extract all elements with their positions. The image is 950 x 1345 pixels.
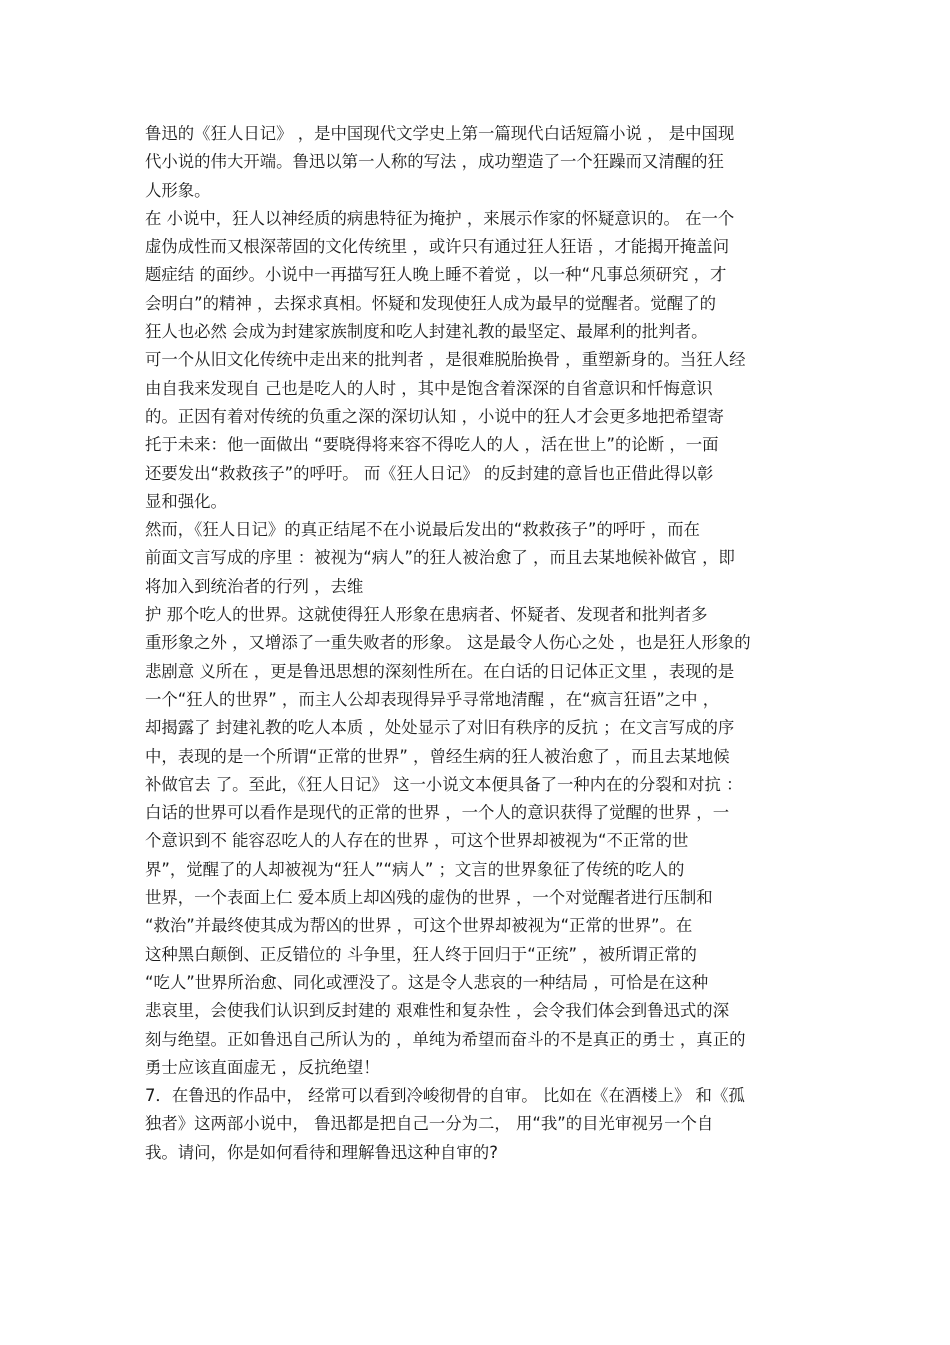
text-line: 托于未来：他一面做出 “要晓得将来容不得吃人的人 ，活在世上”的论断 ，一面: [145, 435, 719, 455]
text-line: 护 那个吃人的世界。这就使得狂人形象在患病者、怀疑者、发现者和批判者多: [145, 605, 708, 625]
text-line: 虚伪成性而又根深蒂固的文化传统里 ，或许只有通过狂人狂语 ，才能揭开掩盖问: [145, 237, 730, 257]
text-line: 狂人也必然 会成为封建家族制度和吃人封建礼教的最坚定、最犀利的批判者。: [145, 322, 708, 342]
text-line: 世界，一个表面上仁 爱本质上却凶残的虚伪的世界 ，一个对觉醒者进行压制和: [145, 888, 713, 908]
text-line: 鲁迅的《狂人日记》 ，是中国现代文学史上第一篇现代白话短篇小说 ， 是中国现: [145, 124, 735, 143]
text-line: 我。请问，你是如何看待和理解鲁迅这种自审的?: [145, 1142, 498, 1162]
text-line: 悲剧意 义所在 ，更是鲁迅思想的深刻性所在。在白话的日记体正文里 ，表现的是: [145, 661, 735, 681]
body-text: [145, 120, 810, 1167]
text-line: 还要发出“救救孩子”的呼吁。 而《狂人日记》 的反封建的意旨也正借此得以彰: [145, 463, 714, 483]
text-line: 这种黑白颠倒、正反错位的 斗争里，狂人终于回归于“正统” ，被所谓正常的: [145, 944, 697, 964]
text-line: 的。正因有着对传统的负重之深的深切认知 ，小说中的狂人才会更多地把希望寄: [145, 406, 724, 426]
text-line: 却揭露了 封建礼教的吃人本质 ，处处显示了对旧有秩序的反抗 ；在文言写成的序: [145, 718, 735, 738]
text-line: 刻与绝望。正如鲁迅自己所认为的 ，单纯为希望而奋斗的不是真正的勇士 ，真正的: [145, 1029, 746, 1049]
text-line: 代小说的伟大开端。鲁迅以第一人称的写法 ，成功塑造了一个狂躁而又清醒的狂: [145, 152, 724, 172]
text-line: 一个“狂人的世界” ，而主人公却表现得异乎寻常地清醒 ，在“疯言狂语”之中 ，: [145, 689, 720, 709]
text-line: 悲哀里，会使我们认识到反封建的 艰难性和复杂性 ，会令我们体会到鲁迅式的深: [145, 1001, 730, 1021]
text-line: 重形象之外 ，又增添了一重失败者的形象。 这是最令人伤心之处 ，也是狂人形象的: [145, 633, 751, 653]
text-line: 人形象。: [145, 180, 211, 200]
text-line: 显和强化。: [145, 491, 227, 511]
text-line: 在 小说中，狂人以神经质的病患特征为掩护 ，来展示作家的怀疑意识的。 在一个: [145, 208, 735, 228]
text-line: 然而，《狂人日记》的真正结尾不在小说最后发出的“救救孩子”的呼吁 ，而在: [145, 520, 700, 540]
text-line: 独者》这两部小说中， 鲁迅都是把自己一分为二， 用“我”的目光审视另一个自: [145, 1114, 714, 1134]
text-line: 补做官去 了。至此，《狂人日记》 这一小说文本便具备了一种内在的分裂和对抗 ：: [145, 774, 743, 794]
text-line: 前面文言写成的序里 ：被视为“病人”的狂人被治愈了 ，而且去某地候补做官 ，即: [145, 548, 735, 568]
text-line: 由自我来发现自 己也是吃人的人时 ，其中是饱含着深深的自省意识和忏悔意识: [145, 378, 713, 398]
text-line: 勇士应该直面虚无 ，反抗绝望！: [145, 1057, 380, 1077]
text-line: 题症结 的面纱。小说中一再描写狂人晚上睡不着觉 ，以一种“凡事总须研究 ，才: [145, 265, 727, 285]
text-line: 可一个从旧文化传统中走出来的批判者 ，是很难脱胎换骨 ，重塑新身的。当狂人经: [145, 350, 746, 370]
text-line: 将加入到统治者的行列 ，去维: [145, 576, 364, 596]
text-line: 个意识到不 能容忍吃人的人存在的世界 ，可这个世界却被视为“不正常的世: [145, 831, 689, 851]
text-line: 7．在鲁迅的作品中， 经常可以看到冷峻彻骨的自审。 比如在《在酒楼上》 和《孤: [145, 1086, 745, 1106]
text-line: 会明白”的精神 ，去探求真相。怀疑和发现使狂人成为最早的觉醒者。觉醒了的: [145, 293, 716, 313]
text-line: “吃人”世界所治愈、同化或湮没了。这是令人悲哀的一种结局 ，可恰是在这种: [145, 972, 709, 992]
text-line: “救治”并最终使其成为帮凶的世界 ，可这个世界却被视为“正常的世界”。在: [145, 916, 693, 936]
text-line: 界”，觉醒了的人却被视为“狂人”“病人” ；文言的世界象征了传统的吃人的: [145, 859, 685, 879]
text-line: 中，表现的是一个所谓“正常的世界” ，曾经生病的狂人被治愈了 ，而且去某地候: [145, 746, 730, 766]
text-line: 白话的世界可以看作是现代的正常的世界 ，一个人的意识获得了觉醒的世界 ，一: [145, 803, 730, 823]
